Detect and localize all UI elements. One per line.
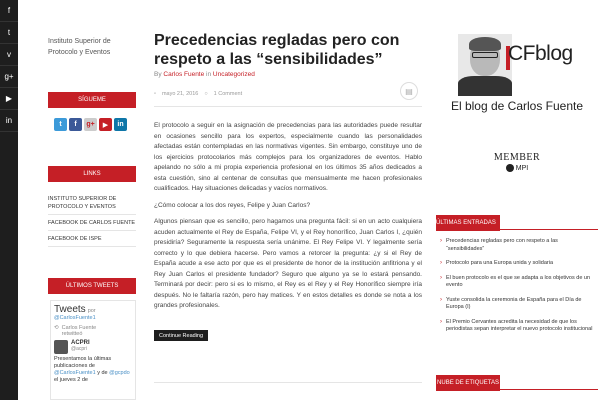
twitter-icon[interactable]: t <box>0 22 18 44</box>
vimeo-icon[interactable]: v <box>0 44 18 66</box>
post-meta <box>154 91 424 97</box>
author-link[interactable]: Carlos Fuente <box>163 71 205 78</box>
mpi-logo <box>436 164 598 172</box>
twitter-icon[interactable]: t <box>54 118 67 131</box>
post-date: mayo 21, 2016 <box>161 91 199 97</box>
chevron-right-icon: › <box>440 318 442 325</box>
chevron-right-icon: › <box>440 238 442 244</box>
avatar[interactable] <box>54 340 68 354</box>
divider <box>436 389 598 390</box>
blog-subtitle: El blog de Carlos Fuente <box>450 99 584 113</box>
mpi-globe-icon <box>506 164 514 172</box>
list-item[interactable]: › El Premio Cervantes acredita la necesidad de que los periodistas sepan interpretar el nuevo protocolo institucional <box>440 318 593 332</box>
social-strip <box>0 0 18 400</box>
tweets-by: por <box>87 308 96 314</box>
retweet-label: retwitteó <box>61 331 83 337</box>
tweet-author <box>54 340 132 354</box>
tweet-author-name[interactable]: ACPRI <box>71 340 90 346</box>
tweet-body <box>54 356 132 384</box>
social-buttons <box>54 118 127 131</box>
list-item[interactable]: › Protocolo para una Europa unida y solidaria <box>440 260 554 266</box>
chevron-right-icon: › <box>440 260 442 266</box>
tweet-link-1[interactable]: @CarlosFuente1 <box>54 370 96 376</box>
author-portrait <box>458 34 512 96</box>
tweet-author-handle: @acpri <box>71 346 87 352</box>
post-body <box>154 121 422 318</box>
tweet-link-2[interactable]: @gcpdo <box>109 370 130 376</box>
segueme-widget-title: SÍGUEME <box>48 92 136 108</box>
comment-icon: ○ <box>204 91 208 97</box>
tweet-text-1: Presentamos la últimas publicaciones de <box>54 356 112 369</box>
list-item[interactable]: › Precedencias regladas pero con respeto a las “sensibilidades” <box>440 238 558 252</box>
category-link[interactable]: Uncategorized <box>212 71 255 78</box>
divider <box>436 229 598 230</box>
ultimas-entradas-title: ÚLTIMAS ENTRADAS <box>436 215 500 231</box>
byline <box>154 71 255 78</box>
paragraph: Algunos piensan que es sencillo, pero hagamos una pregunta fácil: si en un acto cualquiera acuden actualmente el Rey de España, Felipe VI, y el Rey honorífico, Juan Carlos I, ¿quién presidiría? Seguramente la respuesta sería unánime. El Rey Felipe VI. Y legalmente sería correcto y lo que debiera hacerse. Pero vamos a retorcer la pregunta: ¿y si el Rey de España acude a ese acto por que es el presidente de honor de la institución anfitriona y el Rey Juan Carlos el presidente fundador? Seguro que alguno ya se lo estará pensando. Terminará por decir: pero si es lo mismo, el Rey es el Rey y el Rey Honorífico siempre iría después. No le faltaría razón, pero hay matices. Y en estos detalles es donde se nota a los grandes profesionales. <box>154 218 422 309</box>
youtube-icon[interactable]: ▶ <box>0 88 18 110</box>
calendar-icon: ▫ <box>154 91 156 97</box>
comments-link[interactable]: 1 Comment <box>213 91 243 97</box>
institute-line-1: Instituto Superior de <box>48 38 111 45</box>
facebook-icon[interactable]: f <box>69 118 82 131</box>
member-badge[interactable] <box>436 152 598 172</box>
paragraph: El protocolo a seguir en la asignación de precedencias para las autoridades puede resultar en ocasiones sencillo para los expertos, especialmente cuando las personalidades afectadas están contempladas en las normativas vigentes. Sin embargo, constituye uno de los ejercicios protocolarios más complejos para los organizadores de eventos. Hablo apelando no sólo a mi propia experiencia profesional en los últimos 35 años dedicados a esta cuestión, sino al centenar de consultas que mensualmente me hacen profesionales cualificados. Hay situaciones delicadas y vacíos normativos. <box>154 122 422 192</box>
list-item[interactable]: › Yuste consolida la ceremonia de España para el Día de Europa (I) <box>440 296 582 310</box>
paragraph: ¿Cómo colocar a los dos reyes, Felipe y Juan Carlos? <box>154 201 311 209</box>
institute-text <box>48 36 136 58</box>
linkedin-icon[interactable]: in <box>0 110 18 132</box>
tweets-heading <box>54 304 132 315</box>
link-item-ispe[interactable]: INSTITUTO SUPERIOR DE PROTOCOLO Y EVENTOS <box>48 194 136 215</box>
link-item-facebook-ispe[interactable]: FACEBOOK DE ISPE <box>48 234 136 247</box>
facebook-icon[interactable]: f <box>0 0 18 22</box>
chevron-right-icon: › <box>440 274 442 281</box>
divider <box>154 382 422 383</box>
byline-in: in <box>206 71 212 78</box>
tweet-text-3: el jueves 2 de <box>54 377 88 383</box>
tweets-title: Tweets <box>54 304 86 315</box>
linkedin-icon[interactable]: in <box>114 118 127 131</box>
continue-reading-button[interactable]: Continue Reading <box>154 330 208 341</box>
blog-logo: CFblog <box>508 42 573 65</box>
institute-line-2: Protocolo y Eventos <box>48 49 111 56</box>
tweet-text-2: y de <box>95 370 110 376</box>
nube-etiquetas-title: NUBE DE ETIQUETAS <box>436 375 500 391</box>
list-item[interactable]: › El buen protocolo es el que se adapta a los objetivos de un evento <box>440 274 591 288</box>
blog-banner[interactable] <box>436 26 598 120</box>
links-widget-title: LINKS <box>48 166 136 182</box>
tweets-handle[interactable]: @CarlosFuente1 <box>54 315 96 321</box>
ultimas-entradas-list <box>440 238 596 341</box>
member-label: MEMBER <box>493 152 541 163</box>
youtube-icon[interactable]: ▶ <box>99 118 112 131</box>
googleplus-icon[interactable]: g+ <box>84 118 97 131</box>
retweet-icon: ⟲ <box>54 325 59 331</box>
byline-by: By <box>154 71 162 78</box>
chevron-right-icon: › <box>440 296 442 303</box>
tweets-widget <box>50 300 136 400</box>
link-item-facebook-carlos[interactable]: FACEBOOK DE CARLOS FUENTE <box>48 218 136 231</box>
retweet-line <box>54 325 132 337</box>
tweets-widget-title: ÚLTIMOS TWEETS <box>48 278 136 294</box>
mpi-label: MPI <box>515 164 529 172</box>
document-icon[interactable]: ▤ <box>400 82 418 100</box>
googleplus-icon[interactable]: g+ <box>0 66 18 88</box>
retweet-name: Carlos Fuente <box>61 325 97 331</box>
post-title[interactable]: Precedencias regladas pero con respeto a las “sensibilidades” <box>154 32 400 68</box>
links-list <box>48 194 136 250</box>
divider <box>154 106 422 107</box>
